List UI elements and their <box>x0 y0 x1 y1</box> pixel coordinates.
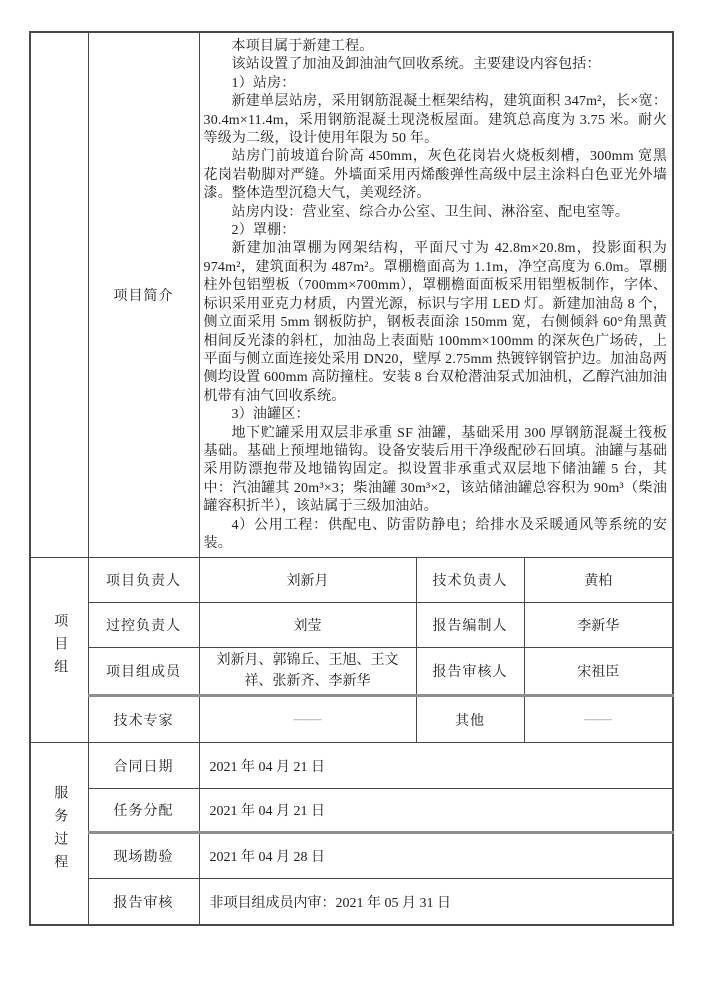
service-step-label: 报告审核 <box>88 879 199 925</box>
team-members-value: 刘新月、郭锦丘、王旭、王文祥、张新齐、李新华 <box>199 648 416 696</box>
team-row <box>30 696 673 743</box>
team-role-value-dash: —— <box>524 696 673 743</box>
brief-paragraph: 该站设置了加油及卸油油气回收系统。主要建设内容包括： <box>231 57 601 73</box>
brief-paragraph: 站房门前坡道台阶高 450mm，灰色花岗岩火烧板刻槽，300mm 宽黑花岗岩勒脚对严缝。外墙面采用丙烯酸弹性高级中层主涂料白色亚光外墙漆。整体造型沉稳大气，美观经济。 <box>203 149 668 202</box>
brief-paragraph: 站房内设：营业室、综合办公室、卫生间、淋浴室、配电室等。 <box>231 204 630 220</box>
team-role-value-dash: —— <box>199 696 416 743</box>
brief-paragraph: 地下贮罐采用双层非承重 SF 油罐，基础采用 300 厚钢筋混凝土筏板基础。基础上预埋地锚钩。设备安装后用干净级配砂石回填。油罐与基础采用防漂抱带及地锚钩固定。拟设置非承重式双层地下储油罐 5 台，其中：汽油罐其 20m³×3；柴油罐 30m³×2，该站储油罐总容积为 90m³（柴油罐容积折半），该站属于三级加油站。 <box>203 425 668 515</box>
team-row <box>30 558 673 603</box>
team-section-cell <box>30 558 88 743</box>
team-role-label: 过控负责人 <box>88 603 199 648</box>
team-section-label: 项目组 <box>52 613 68 683</box>
team-role-label: 其他 <box>416 696 524 743</box>
service-step-value: 2021 年 04 月 21 日 <box>199 743 673 789</box>
service-step-label: 任务分配 <box>88 789 199 833</box>
brief-paragraph: 3）油罐区： <box>231 407 310 423</box>
team-role-label: 报告编制人 <box>416 603 524 648</box>
team-role-value: 黄柏 <box>524 558 673 603</box>
service-row <box>30 879 673 925</box>
service-step-label: 合同日期 <box>88 743 199 789</box>
service-step-value: 2021 年 04 月 21 日 <box>199 789 673 833</box>
team-role-value: 宋祖臣 <box>524 648 673 696</box>
brief-paragraph: 本项目属于新建工程。 <box>231 39 374 54</box>
service-section-cell <box>30 743 88 925</box>
brief-left-spacer-cell <box>30 32 88 558</box>
team-role-value: 刘新月 <box>199 558 416 603</box>
service-row <box>30 743 673 789</box>
team-row <box>30 648 673 696</box>
brief-content-cell <box>199 32 673 558</box>
service-step-value: 2021 年 04 月 28 日 <box>199 833 673 879</box>
team-role-label: 报告审核人 <box>416 648 524 696</box>
service-row <box>30 789 673 833</box>
brief-paragraph: 4）公用工程：供配电、防雷防静电；给排水及采暖通风等系统的安装。 <box>203 517 668 551</box>
team-role-value: 刘莹 <box>199 603 416 648</box>
brief-row <box>30 32 673 558</box>
team-row <box>30 603 673 648</box>
brief-paragraph: 2）罩棚： <box>231 223 296 239</box>
service-section-label: 服务过程 <box>52 785 68 878</box>
team-role-label: 项目负责人 <box>88 558 199 603</box>
team-role-value: 李新华 <box>524 603 673 648</box>
service-row <box>30 833 673 879</box>
brief-row-label: 项目简介 <box>88 32 199 558</box>
team-role-label: 技术专家 <box>88 696 199 743</box>
team-role-label: 项目组成员 <box>88 648 199 696</box>
service-step-label: 现场勘验 <box>88 833 199 879</box>
brief-paragraph: 新建加油罩棚为网架结构，平面尺寸为 42.8m×20.8m，投影面积为 974m²，建筑面积为 487m²。罩棚檐面高为 1.1m，净空高度为 6.0m。罩棚柱外包铝塑板（700mm×700mm），罩棚檐面面板采用铝塑板制作，字体、标识采用亚克力材质，内置光源，标识与字用 LED 灯。新建加油岛 8 个，侧立面采用 5mm 钢板防护，钢板表面涂 150mm 宽，右侧倾斜 60°角黑黄相间反光漆的斜杠，加油岛上表面贴 100mm×100mm 的深灰色广场砖，上平面与侧立面连接处采用 DN20，壁厚 2.75mm 热镀锌钢管护边。加油岛两侧均设置 600mm 高防撞柱。安装 8 台双枪潜油泵式加油机，乙醇汽油加油机带有油气回收系统。 <box>203 241 668 404</box>
brief-paragraph: 新建单层站房，采用钢筋混凝土框架结构，建筑面积 347m²，长×宽：30.4m×11.4m，采用钢筋混凝土现浇板屋面。建筑总高度为 3.75 米。耐火等级为二级，设计使用年限为 50 年。 <box>203 94 668 147</box>
team-role-label: 技术负责人 <box>416 558 524 603</box>
service-step-value: 非项目组成员内审：2021 年 05 月 31 日 <box>199 879 673 925</box>
brief-paragraph: 1）站房： <box>231 75 296 91</box>
document-table <box>29 31 674 926</box>
